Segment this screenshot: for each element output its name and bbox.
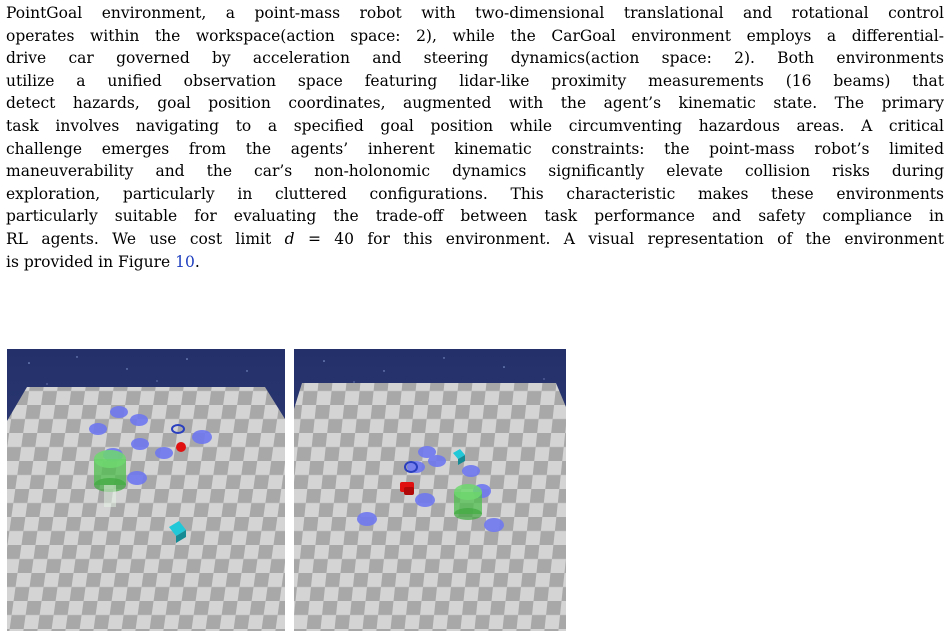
figure-ref-link[interactable]: 10: [175, 252, 195, 271]
checkered-floor: [294, 383, 566, 631]
text-line: particularly suitable for evaluating the trade-off between task performance and safety compliance in: [6, 207, 944, 226]
text-fragment: for this environment. A visual representation of the environment: [354, 229, 945, 248]
text-line: maneuverability and the car’s non-holonomic dynamics significantly elevate collision risks during: [6, 162, 944, 181]
text-line: drive car governed by acceleration and steering dynamics(action space: 2). Both environments: [6, 49, 944, 68]
text-line: detect hazards, goal position coordinates, augmented with the agent’s kinematic state. The primary: [6, 94, 944, 113]
text-line: operates within the workspace(action space: 2), while the CarGoal environment employs a differential-: [6, 26, 944, 45]
math-equation: = 40: [294, 229, 355, 248]
text-line: task involves navigating to a specified goal position while circumventing hazardous areas. A critical: [6, 116, 944, 135]
cargoal-scene: [294, 349, 566, 631]
text-line: PointGoal environment, a point-mass robot with two-dimensional translational and rotational control: [6, 4, 944, 22]
pointgoal-render: [7, 349, 285, 631]
text-line: [6, 228, 944, 251]
math-variable: d: [284, 229, 295, 248]
text-fragment: is provided in Figure: [6, 252, 176, 271]
text-line: exploration, particularly in cluttered configurations. This characteristic makes these environments: [6, 184, 944, 203]
text-line: [6, 251, 944, 274]
goal-cylinder: [454, 484, 482, 520]
pointgoal-scene: [7, 349, 285, 631]
body-paragraph: [6, 2, 944, 273]
cargoal-render: [294, 349, 566, 631]
robot: [176, 442, 186, 452]
text-line: utilize a unified observation space featuring lidar-like proximity measurements (16 beams) that: [6, 71, 944, 90]
text-fragment: RL agents. We use cost limit: [6, 229, 285, 248]
text-fragment: .: [194, 252, 200, 271]
text-line: challenge emerges from the agents’ inherent kinematic constraints: the point-mass robot’s limited: [6, 139, 944, 158]
